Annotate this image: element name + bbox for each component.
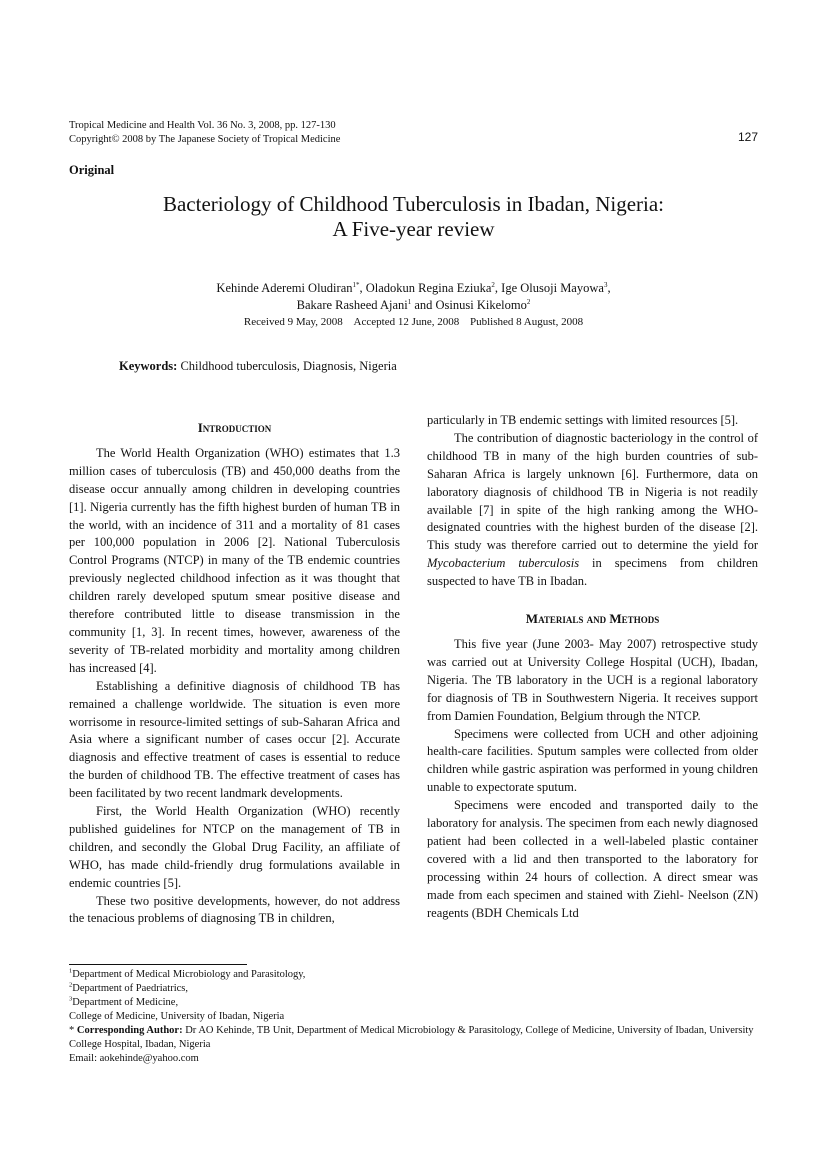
title-line-2: A Five-year review bbox=[332, 217, 495, 241]
corresponding-label: Corresponding Author: bbox=[76, 1025, 183, 1036]
author-affiliation-mark: 1* bbox=[352, 280, 360, 289]
footnote-affiliation: Department of Medicine, bbox=[72, 997, 179, 1008]
footnote-affiliation: Department of Paedriatrics, bbox=[72, 983, 188, 994]
accepted-date: Accepted 12 June, 2008 bbox=[353, 316, 460, 328]
publication-dates bbox=[0, 316, 827, 328]
keywords-label: Keywords: bbox=[119, 359, 178, 373]
paragraph: Specimens were encoded and transported daily to the laboratory for analysis. The specimen from each newly diagnosed patient had been collected in a well-labeled plastic container covered with a lid and then transported to the laboratory for processing within 24 hours of collection. A direct smear was made from each specimen and stained with Ziehl- Neelson (ZN) reagents (BDH Chemicals Ltd bbox=[427, 798, 758, 920]
footnote-affiliation: Department of Medical Microbiology and Parasitology, bbox=[72, 969, 306, 980]
footnotes: $^1$Department of Medical Microbiology and Parasitology, $^2$Department of Paedriatrics, $^3$Department of Medicine, College of Medicine, University of Ibadan, Nigeria * Corresponding Author: Dr AO Kehinde, TB Unit, Department of Medical Microbiology & Parasitology, College of Medicine, University of Ibadan, University College Hospital, Ibadan, Nigeria Email: aokehinde@yahoo.com bbox=[69, 968, 759, 1066]
paragraph: These two positive developments, however, do not address the tenacious problems of diagnosing TB in children, bbox=[69, 893, 400, 926]
section-heading-introduction: Introduction bbox=[197, 420, 272, 435]
author-separator: , bbox=[359, 281, 366, 295]
right-column bbox=[427, 412, 758, 922]
author-separator: and bbox=[411, 298, 436, 312]
title-line-1: Bacteriology of Childhood Tuberculosis in Ibadan, Nigeria: bbox=[162, 192, 665, 216]
received-date: Received 9 May, 2008 bbox=[243, 316, 343, 328]
author-separator: , bbox=[607, 281, 611, 295]
footnote-institution: College of Medicine, University of Ibadan, Nigeria bbox=[69, 1011, 285, 1022]
author-list bbox=[0, 280, 827, 314]
author-name: Ige Olusoji Mayowa bbox=[501, 281, 604, 295]
copyright-line: Copyright© 2008 by The Japanese Society of Tropical Medicine bbox=[69, 133, 341, 145]
keywords bbox=[119, 359, 397, 374]
author-separator: , bbox=[494, 281, 502, 295]
corresponding-text: Dr AO Kehinde, TB Unit, Department of Medical Microbiology & Parasitology, College of Medicine, University of Ibadan, University College Hospital, Ibadan, Nigeria bbox=[69, 1025, 754, 1050]
footnote-divider bbox=[69, 964, 247, 965]
published-date: Published 8 August, 2008 bbox=[470, 316, 584, 328]
paragraph-continuation: particularly in TB endemic settings with limited resources [5]. bbox=[427, 413, 739, 427]
article-type: Original bbox=[69, 163, 115, 177]
author-affiliation-mark: 2 bbox=[491, 280, 495, 289]
species-name: Mycobacterium tuberculosis bbox=[427, 556, 580, 571]
paragraph: First, the World Health Organization (WHO) recently published guidelines for NTCP on the management of TB in children, and secondly the Global Drug Facility, an affiliate of WHO, has made child-friendly drug formulations available in endemic countries [5]. bbox=[69, 804, 400, 890]
section-heading-methods: Materials and Methods bbox=[525, 611, 660, 627]
paragraph: This five year (June 2003- May 2007) retrospective study was carried out at University College Hospital (UCH), Ibadan, Nigeria. The TB laboratory in the UCH is a regional laboratory for diagnosis of TB in Southwestern Nigeria. It receives support from Damien Foundation, Belgium through the NTCP. bbox=[427, 636, 758, 723]
paragraph: Establishing a definitive diagnosis of childhood TB has remained a challenge worldwide. The situation is even more worrisome in resource-limited settings of sub-Saharan Africa and Asia where a significant number of cases occur [2]. Accurate diagnosis and effective treatment of cases is essential to reduce the burden of childhood TB. The effective treatment of cases has been facilitated by two recent landmark developments. bbox=[69, 678, 400, 801]
paragraph: The World Health Organization (WHO) estimates that 1.3 million cases of tuberculosis (TB) and 450,000 deaths from the disease occur annually among children in developing countries [1]. Nigeria currently has the fifth highest burden of human TB in the world, with an incidence of 311 and a mortality of 81 cases per 100,000 population in 2006 [2]. National Tuberculosis Control Programs (NTCP) in many of the TB endemic countries previously neglected childhood infection as it was thought that children rarely developed sputum smear positive disease and therefore contributed little to disease transmission in the community [1, 3]. In recent times, however, awareness of the severity of TB-related morbidity and mortality among children has increased [4]. bbox=[69, 445, 400, 675]
author-name: Oladokun Regina Eziuka bbox=[365, 281, 492, 295]
paragraph-text: in specimens from children suspected to have TB in Ibadan. bbox=[427, 556, 759, 589]
keywords-value: Childhood tuberculosis, Diagnosis, Nigeria bbox=[180, 359, 397, 373]
journal-header bbox=[69, 119, 340, 146]
corresponding-author: * Corresponding Author: Dr AO Kehinde, TB Unit, Department of Medical Microbiology & Parasitology, College of Medicine, University of Ibadan, University College Hospital, Ibadan, Nigeria bbox=[69, 1025, 754, 1050]
author-affiliation-mark: 3 bbox=[603, 280, 608, 289]
author-name: Bakare Rasheed Ajani bbox=[296, 298, 408, 312]
author-affiliation-mark: 2 bbox=[526, 297, 531, 306]
left-column bbox=[69, 412, 400, 928]
author-name: Kehinde Aderemi Oludiran bbox=[216, 281, 353, 295]
paragraph: Specimens were collected from UCH and other adjoining health-care facilities. Sputum samples were collected from older children while gastric aspiration was performed in young children unable to expectorate sputum. bbox=[427, 726, 758, 795]
email[interactable]: Email: aokehinde@yahoo.com bbox=[69, 1053, 199, 1064]
journal-citation: Tropical Medicine and Health Vol. 36 No. 3, 2008, pp. 127-130 bbox=[69, 120, 336, 131]
page-number: 127 bbox=[737, 130, 758, 144]
author-affiliation-mark: 1 bbox=[407, 297, 412, 306]
paragraph bbox=[427, 430, 758, 591]
author-name: Osinusi Kikelomo bbox=[435, 298, 527, 312]
paragraph-text: The contribution of diagnostic bacteriology in the control of childhood TB in many of the high burden countries of sub-Saharan Africa is largely unknown [6]. Furthermore, data on laboratory diagnosis of childhood TB in Nigeria is not readily available [7] in spite of the high ranking among the WHO-designated countries with the highest burden of the disease [2]. This study was therefore carried out to determine the yield for bbox=[427, 430, 758, 553]
article-title bbox=[0, 192, 827, 242]
